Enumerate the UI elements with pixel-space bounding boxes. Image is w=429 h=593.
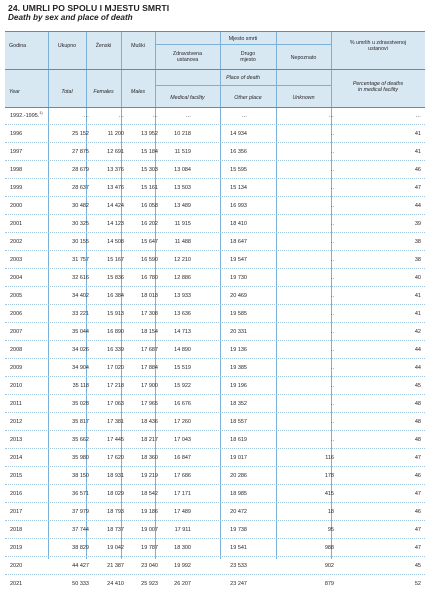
cell-female: 18 931 xyxy=(107,472,124,479)
cell-pct: 48 xyxy=(414,436,421,443)
cell-other: 19 541 xyxy=(230,544,247,551)
cell-pct: 41 xyxy=(414,130,421,137)
cell-unknown: .. xyxy=(330,202,334,209)
cell-medical: 19 992 xyxy=(174,562,191,569)
table-row xyxy=(5,377,425,395)
cell-female: 13 476 xyxy=(107,184,124,191)
table-row xyxy=(5,341,425,359)
cell-female: 21 387 xyxy=(107,562,124,569)
table-row xyxy=(5,179,425,197)
table-row xyxy=(5,287,425,305)
cell-other: 19 730 xyxy=(230,274,247,281)
cell-female: 18 029 xyxy=(107,490,124,497)
cell-unknown: 902 xyxy=(324,562,334,569)
cell-male: 17 308 xyxy=(141,310,158,317)
cell-other: 19 585 xyxy=(230,310,247,317)
cell-pct: 44 xyxy=(414,364,421,371)
cell-female: 17 218 xyxy=(107,382,124,389)
header-zdravstvena-ustanova: Zdravstvena ustanova xyxy=(172,51,203,64)
cell-unknown: .. xyxy=(330,130,334,137)
cell-unknown: .. xyxy=(330,346,334,353)
cell-unknown: .. xyxy=(330,436,334,443)
cell-pct: 39 xyxy=(414,220,421,227)
cell-total: 27 875 xyxy=(72,148,89,155)
cell-year: 2015 xyxy=(10,472,23,479)
cell-female: 11 200 xyxy=(107,130,124,137)
cell-unknown: .. xyxy=(330,328,334,335)
header-muski: Muški xyxy=(131,43,145,49)
cell-unknown: 988 xyxy=(324,544,334,551)
table-row xyxy=(5,323,425,341)
cell-medical: 16 676 xyxy=(174,400,191,407)
cell-year: 1997 xyxy=(10,148,23,155)
cell-pct: 44 xyxy=(414,202,421,209)
cell-medical: 17 686 xyxy=(174,472,191,479)
cell-total: 30 482 xyxy=(72,202,89,209)
cell-pct: 38 xyxy=(414,238,421,245)
table-row xyxy=(5,125,425,143)
cell-total: 30 325 xyxy=(72,220,89,227)
cell-unknown: .. xyxy=(330,274,334,281)
table-row xyxy=(5,269,425,287)
table-row xyxy=(5,233,425,251)
cell-year: 2009 xyxy=(10,364,23,371)
cell-pct: 44 xyxy=(414,346,421,353)
cell-year: 1992.-1995.$^{1)}$ xyxy=(10,110,43,119)
cell-male: 17 884 xyxy=(141,364,158,371)
cell-unknown: .. xyxy=(330,292,334,299)
cell-pct: 46 xyxy=(414,508,421,515)
cell-male: 18 154 xyxy=(141,328,158,335)
table-row xyxy=(5,251,425,269)
cell-female: 17 381 xyxy=(107,418,124,425)
cell-male: 18 542 xyxy=(141,490,158,497)
cell-other: 23 247 xyxy=(230,580,247,587)
cell-pct: 45 xyxy=(414,562,421,569)
cell-year: 1996 xyxy=(10,130,23,137)
cell-year: 2014 xyxy=(10,454,23,461)
cell-female: … xyxy=(118,112,124,119)
cell-female: 18 793 xyxy=(107,508,124,515)
cell-unknown: 18 xyxy=(327,508,334,515)
cell-male: 16 202 xyxy=(141,220,158,227)
cell-medical: 12 210 xyxy=(174,256,191,263)
cell-other: 20 472 xyxy=(230,508,247,515)
cell-total: 34 904 xyxy=(72,364,89,371)
cell-female: 16 384 xyxy=(107,292,124,299)
table-row xyxy=(5,521,425,539)
cell-pct: 47 xyxy=(414,184,421,191)
cell-medical: 13 933 xyxy=(174,292,191,299)
cell-medical: 11 488 xyxy=(174,238,191,245)
cell-female: 18 737 xyxy=(107,526,124,533)
cell-medical: 26 207 xyxy=(174,580,191,587)
cell-medical: 13 503 xyxy=(174,184,191,191)
cell-total: 35 662 xyxy=(72,436,89,443)
cell-medical: 13 636 xyxy=(174,310,191,317)
cell-unknown: .. xyxy=(330,184,334,191)
cell-total: 25 152 xyxy=(72,130,89,137)
cell-total: 34 402 xyxy=(72,292,89,299)
cell-other: 16 356 xyxy=(230,148,247,155)
header-total: Total xyxy=(61,89,73,95)
cell-unknown: 879 xyxy=(324,580,334,587)
cell-pct: 41 xyxy=(414,310,421,317)
cell-total: … xyxy=(83,112,89,119)
table-row xyxy=(5,161,425,179)
cell-total: 35 817 xyxy=(72,418,89,425)
cell-total: 34 026 xyxy=(72,346,89,353)
cell-male: 15 647 xyxy=(141,238,158,245)
cell-medical: 17 489 xyxy=(174,508,191,515)
header-top-rule xyxy=(5,31,425,32)
cell-male: 17 687 xyxy=(141,346,158,353)
header-nepoznato: Nepoznato xyxy=(290,55,317,61)
cell-male: 17 965 xyxy=(141,400,158,407)
cell-male: 15 303 xyxy=(141,166,158,173)
cell-male: 15 184 xyxy=(141,148,158,155)
table-body xyxy=(5,107,425,593)
cell-male: 25 923 xyxy=(141,580,158,587)
cell-total: 35 118 xyxy=(72,382,89,389)
cell-other: 20 331 xyxy=(230,328,247,335)
page-title: 24. UMRLI PO SPOLU I MJESTU SMRTI xyxy=(8,3,170,13)
cell-female: 19 042 xyxy=(107,544,124,551)
cell-unknown: … xyxy=(328,112,334,119)
cell-year: 2010 xyxy=(10,382,23,389)
cell-total: 50 333 xyxy=(72,580,89,587)
cell-medical: … xyxy=(185,112,191,119)
cell-other: 19 017 xyxy=(230,454,247,461)
table-row xyxy=(5,197,425,215)
cell-other: 18 557 xyxy=(230,418,247,425)
cell-total: 28 679 xyxy=(72,166,89,173)
cell-year: 1998 xyxy=(10,166,23,173)
cell-other: 23 533 xyxy=(230,562,247,569)
cell-pct: 47 xyxy=(414,526,421,533)
cell-medical: 13 084 xyxy=(174,166,191,173)
cell-total: 31 757 xyxy=(72,256,89,263)
cell-year: 2000 xyxy=(10,202,23,209)
cell-year: 2017 xyxy=(10,508,23,515)
cell-pct: 46 xyxy=(414,166,421,173)
cell-year: 2011 xyxy=(10,400,22,407)
cell-medical: 14 713 xyxy=(174,328,191,335)
header-pct-en: Percentage of deaths in medical facility xyxy=(352,81,404,94)
table-row xyxy=(5,359,425,377)
cell-unknown: .. xyxy=(330,238,334,245)
cell-female: 14 123 xyxy=(107,220,124,227)
cell-unknown: 178 xyxy=(324,472,334,479)
cell-other: 15 595 xyxy=(230,166,247,173)
cell-male: 18 436 xyxy=(141,418,158,425)
cell-female: 16 890 xyxy=(107,328,124,335)
cell-total: 38 150 xyxy=(72,472,89,479)
table-row xyxy=(5,431,425,449)
table-row xyxy=(5,467,425,485)
cell-year: 2021 xyxy=(10,580,23,587)
cell-unknown: .. xyxy=(330,256,334,263)
cell-pct: 42 xyxy=(414,328,421,335)
cell-total: 28 637 xyxy=(72,184,89,191)
cell-male: 19 787 xyxy=(141,544,158,551)
cell-other: 18 985 xyxy=(230,490,247,497)
header-drugo-mjesto: Drugo mjesto xyxy=(240,51,256,64)
cell-year: 2020 xyxy=(10,562,23,569)
cell-pct: 48 xyxy=(414,418,421,425)
cell-pct: 47 xyxy=(414,544,421,551)
cell-pct: 41 xyxy=(414,148,421,155)
cell-year: 1999 xyxy=(10,184,23,191)
cell-year: 2003 xyxy=(10,256,23,263)
header-ukupno: Ukupno xyxy=(57,43,77,49)
cell-male: 16 780 xyxy=(141,274,158,281)
cell-medical: 15 922 xyxy=(174,382,191,389)
cell-pct: 48 xyxy=(414,400,421,407)
cell-female: 15 836 xyxy=(107,274,124,281)
cell-other: 19 547 xyxy=(230,256,247,263)
cell-other: 19 196 xyxy=(230,382,247,389)
cell-male: … xyxy=(152,112,158,119)
cell-unknown: .. xyxy=(330,400,334,407)
cell-other: 14 934 xyxy=(230,130,247,137)
cell-female: 15 167 xyxy=(107,256,124,263)
cell-pct: 46 xyxy=(414,472,421,479)
table-row xyxy=(5,449,425,467)
cell-male: 17 900 xyxy=(141,382,158,389)
table-row xyxy=(5,503,425,521)
cell-medical: 15 519 xyxy=(174,364,191,371)
cell-total: 35 980 xyxy=(72,454,89,461)
cell-male: 13 952 xyxy=(141,130,158,137)
cell-medical: 11 519 xyxy=(174,148,191,155)
cell-year: 2002 xyxy=(10,238,23,245)
cell-male: 18 360 xyxy=(141,454,158,461)
cell-total: 35 028 xyxy=(72,400,89,407)
cell-male: 18 018 xyxy=(141,292,158,299)
header-year: Year xyxy=(9,89,20,95)
cell-medical: 17 911 xyxy=(174,526,191,533)
mjesto-smrti-rule xyxy=(155,44,331,45)
header-mjesto-smrti: Mjesto smrti xyxy=(228,36,258,42)
cell-total: 37 744 xyxy=(72,526,89,533)
cell-pct: … xyxy=(415,112,421,119)
table-row xyxy=(5,575,425,593)
table-row xyxy=(5,485,425,503)
cell-unknown: 116 xyxy=(325,454,334,461)
header-other-place: Other place xyxy=(234,95,262,101)
cell-total: 38 829 xyxy=(72,544,89,551)
cell-other: 15 134 xyxy=(230,184,247,191)
cell-female: 15 913 xyxy=(107,310,124,317)
header-mid-rule xyxy=(5,69,425,70)
cell-year: 2012 xyxy=(10,418,23,425)
cell-other: 18 647 xyxy=(230,238,247,245)
cell-year: 2016 xyxy=(10,490,23,497)
cell-female: 17 020 xyxy=(107,364,124,371)
cell-female: 17 620 xyxy=(107,454,124,461)
cell-unknown: .. xyxy=(330,166,334,173)
cell-male: 19 186 xyxy=(141,508,158,515)
cell-other: 20 469 xyxy=(230,292,247,299)
cell-pct: 40 xyxy=(414,274,421,281)
cell-unknown: .. xyxy=(330,364,334,371)
cell-unknown: 415 xyxy=(324,490,334,497)
cell-year: 2004 xyxy=(10,274,23,281)
cell-total: 30 155 xyxy=(72,238,89,245)
cell-pct: 41 xyxy=(414,292,421,299)
cell-other: 19 385 xyxy=(230,364,247,371)
cell-medical: 11 915 xyxy=(174,220,191,227)
cell-medical: 10 218 xyxy=(174,130,191,137)
cell-male: 15 161 xyxy=(141,184,158,191)
cell-total: 44 427 xyxy=(72,562,89,569)
cell-male: 16 590 xyxy=(141,256,158,263)
table-row xyxy=(5,413,425,431)
cell-other: 18 352 xyxy=(230,400,247,407)
cell-unknown: .. xyxy=(330,310,334,317)
cell-other: 16 993 xyxy=(230,202,247,209)
header-zenski: Ženski xyxy=(95,43,112,49)
cell-year: 2013 xyxy=(10,436,23,443)
cell-female: 17 445 xyxy=(107,436,124,443)
header-unknown: Unknown xyxy=(292,95,315,101)
cell-female: 14 424 xyxy=(107,202,124,209)
cell-male: 19 219 xyxy=(141,472,158,479)
cell-female: 13 376 xyxy=(107,166,124,173)
cell-medical: 13 489 xyxy=(174,202,191,209)
table-row xyxy=(5,215,425,233)
place-of-death-rule xyxy=(155,85,331,86)
cell-male: 23 040 xyxy=(141,562,158,569)
cell-medical: 16 847 xyxy=(174,454,191,461)
cell-total: 37 979 xyxy=(72,508,89,515)
cell-other: 19 136 xyxy=(230,346,247,353)
table-row xyxy=(5,557,425,575)
cell-total: 35 044 xyxy=(72,328,89,335)
cell-medical: 17 171 xyxy=(174,490,191,497)
cell-year: 2018 xyxy=(10,526,23,533)
cell-female: 16 339 xyxy=(107,346,124,353)
cell-male: 19 007 xyxy=(141,526,158,533)
cell-female: 14 508 xyxy=(107,238,124,245)
cell-pct: 47 xyxy=(414,490,421,497)
cell-female: 12 691 xyxy=(107,148,124,155)
table-row xyxy=(5,107,425,125)
table-row xyxy=(5,539,425,557)
cell-medical: 12 886 xyxy=(174,274,191,281)
cell-male: 16 058 xyxy=(141,202,158,209)
cell-year: 2008 xyxy=(10,346,23,353)
header-males: Males xyxy=(130,89,146,95)
cell-other: 18 619 xyxy=(230,436,247,443)
cell-unknown: .. xyxy=(330,148,334,155)
header-place-of-death: Place of death xyxy=(226,75,260,81)
cell-female: 17 063 xyxy=(107,400,124,407)
cell-unknown: .. xyxy=(330,418,334,425)
cell-other: 20 286 xyxy=(230,472,247,479)
table-row xyxy=(5,395,425,413)
cell-medical: 14 890 xyxy=(174,346,191,353)
header-godina: Godina xyxy=(9,43,27,49)
cell-pct: 45 xyxy=(414,382,421,389)
cell-year: 2006 xyxy=(10,310,23,317)
cell-pct: 38 xyxy=(414,256,421,263)
cell-year: 2005 xyxy=(10,292,23,299)
cell-total: 32 616 xyxy=(72,274,89,281)
cell-female: 24 410 xyxy=(107,580,124,587)
header-medical-facility: Medical facility xyxy=(170,95,205,101)
cell-unknown: .. xyxy=(330,382,334,389)
cell-total: 36 571 xyxy=(72,490,89,497)
cell-other: 19 738 xyxy=(230,526,247,533)
cell-other: 18 410 xyxy=(230,220,247,227)
cell-total: 33 221 xyxy=(72,310,89,317)
cell-year: 2019 xyxy=(10,544,23,551)
cell-unknown: .. xyxy=(330,220,334,227)
cell-pct: 47 xyxy=(414,454,421,461)
cell-medical: 18 300 xyxy=(174,544,191,551)
table-row xyxy=(5,143,425,161)
cell-year: 2007 xyxy=(10,328,23,335)
cell-medical: 17 260 xyxy=(174,418,191,425)
header-pct-local: % umrlih u zdravstvenoj ustanovi xyxy=(349,40,407,53)
cell-medical: 17 043 xyxy=(174,436,191,443)
cell-pct: 52 xyxy=(414,580,421,587)
header-females: Females xyxy=(93,89,114,95)
page-subtitle: Death by sex and place of death xyxy=(8,13,133,22)
cell-other: … xyxy=(241,112,247,119)
cell-year: 2001 xyxy=(10,220,23,227)
cell-male: 18 217 xyxy=(141,436,158,443)
cell-unknown: 95 xyxy=(327,526,334,533)
table-row xyxy=(5,305,425,323)
